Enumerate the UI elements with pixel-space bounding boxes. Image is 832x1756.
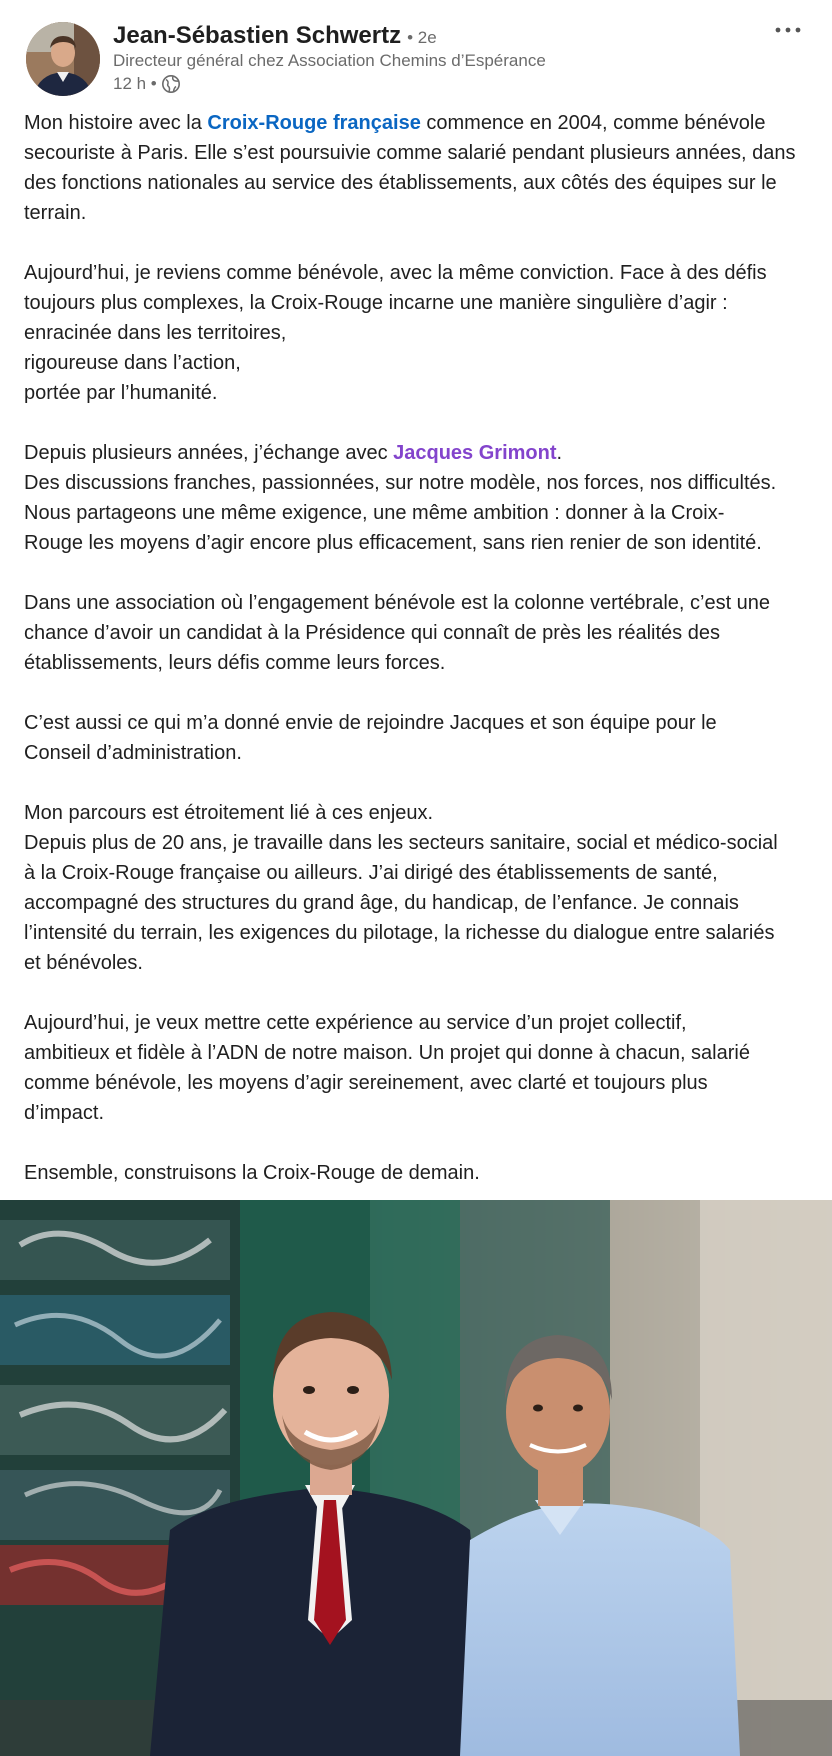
text-line: C’est aussi ce qui m’a donné envie de rejoindre Jacques et son équipe pour le xyxy=(24,712,717,734)
text-line: l’intensité du terrain, les exigences du pilotage, la richesse du dialogue entre salariés xyxy=(24,922,775,944)
paragraph-5 xyxy=(24,708,816,768)
text-fragment: . xyxy=(556,442,563,464)
text-line: Aujourd’hui, je veux mettre cette expérience au service d’un projet collectif, xyxy=(24,1012,687,1034)
text-line: à la Croix-Rouge française ou ailleurs. J’ai dirigé des établissements de santé, xyxy=(24,862,718,884)
text-line: terrain. xyxy=(24,202,87,224)
text-line: Rouge les moyens d’agir encore plus efficacement, sans rien renier de son identité. xyxy=(24,532,762,554)
text-line: secouriste à Paris. Elle s’est poursuivie comme salarié pendant plusieurs années, dans xyxy=(24,142,796,164)
text-line: comme bénévole, les moyens d’agir sereinement, avec clarté et toujours plus xyxy=(24,1072,708,1094)
text-line: et bénévoles. xyxy=(24,952,143,974)
paragraph-4 xyxy=(24,588,816,678)
text-line: Des discussions franches, passionnées, sur notre modèle, nos forces, nos difficultés. xyxy=(24,472,777,494)
text-line: établissements, leurs défis comme leurs forces. xyxy=(24,652,446,674)
text-line: Dans une association où l’engagement bénévole est la colonne vertébrale, c’est une xyxy=(24,592,771,614)
text-line: enracinée dans les territoires, xyxy=(24,322,287,344)
text-line: Ensemble, construisons la Croix-Rouge de demain. xyxy=(24,1162,480,1184)
person-mention-link[interactable]: Jacques Grimont xyxy=(393,442,557,464)
text-line xyxy=(24,108,816,138)
text-line: portée par l’humanité. xyxy=(24,382,218,404)
text-line: ambitieux et fidèle à l’ADN de notre maison. Un projet qui donne à chacun, salarié xyxy=(24,1042,750,1064)
post-text xyxy=(24,108,816,1188)
post-header xyxy=(0,0,832,100)
more-options-icon xyxy=(775,26,801,34)
text-line: chance d’avoir un candidat à la Présidence qui connaît de près les réalités des xyxy=(24,622,720,644)
post-image[interactable] xyxy=(0,1200,832,1756)
text-line: Conseil d’administration. xyxy=(24,742,242,764)
globe-icon xyxy=(161,74,181,94)
text-fragment: Mon histoire avec la xyxy=(24,112,208,134)
text-line xyxy=(24,438,816,468)
text-fragment: Depuis plusieurs années, j’échange avec xyxy=(24,442,394,464)
paragraph-2 xyxy=(24,258,816,408)
connection-degree: • 2e xyxy=(407,28,437,47)
author-avatar[interactable] xyxy=(26,22,100,96)
more-options-button[interactable] xyxy=(768,18,808,42)
profile-photo xyxy=(26,22,100,96)
text-line: Depuis plus de 20 ans, je travaille dans les secteurs sanitaire, social et médico-social xyxy=(24,832,778,854)
text-line: Mon parcours est étroitement lié à ces enjeux. xyxy=(24,802,434,824)
post-time: 12 h • xyxy=(113,74,157,93)
paragraph-6 xyxy=(24,798,816,978)
text-line: accompagné des structures du grand âge, du handicap, de l’enfance. Je connais xyxy=(24,892,739,914)
paragraph-7 xyxy=(24,1008,816,1128)
author-name-row xyxy=(113,22,437,50)
author-name[interactable]: Jean-Sébastien Schwertz xyxy=(113,22,402,49)
author-headline: Directeur général chez Association Chemins d’Espérance xyxy=(113,51,546,70)
post-meta xyxy=(113,74,181,94)
paragraph-3 xyxy=(24,438,816,558)
text-line: toujours plus complexes, la Croix-Rouge incarne une manière singulière d’agir : xyxy=(24,292,728,314)
post-photo xyxy=(0,1200,832,1756)
company-mention-link[interactable]: Croix-Rouge française xyxy=(207,112,421,134)
text-line: Nous partageons une même exigence, une même ambition : donner à la Croix- xyxy=(24,502,725,524)
text-line: d’impact. xyxy=(24,1102,105,1124)
paragraph-8 xyxy=(24,1158,816,1188)
text-line: Aujourd’hui, je reviens comme bénévole, avec la même conviction. Face à des défis xyxy=(24,262,767,284)
paragraph-1 xyxy=(24,108,816,228)
text-line: des fonctions nationales au service des établissements, aux côtés des équipes sur le xyxy=(24,172,777,194)
text-line: rigoureuse dans l’action, xyxy=(24,352,241,374)
text-fragment: commence en 2004, comme bénévole xyxy=(420,112,766,134)
